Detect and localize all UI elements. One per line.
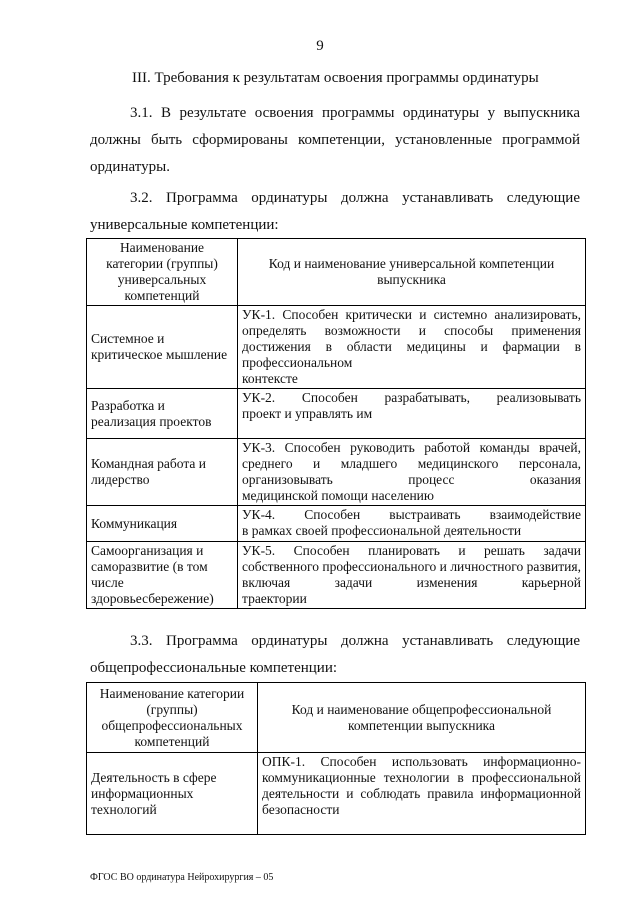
table-row (87, 753, 586, 835)
competence-tail: безопасности (262, 802, 340, 817)
category-cell: Самоорганизация и саморазвитие (в том числе здоровьесбережение) (87, 542, 238, 609)
competence-cell (258, 753, 586, 835)
header-category: Наименование категории (группы) универсальных компетенций (87, 239, 238, 306)
table-row (87, 306, 586, 389)
header-category: Наименование категории (группы) общепрофессиональных компетенций (87, 683, 258, 753)
competence-tail: проект и управлять им (242, 406, 373, 421)
category-cell: Деятельность в сфере информационных технологий (87, 753, 258, 835)
universal-competencies-table (86, 238, 586, 609)
paragraph-3-1 (90, 100, 580, 181)
competence-text: ОПК-1. Способен использовать информационно-коммуникационные технологии в профессиональной деятельности и соблюдать правила информационной (262, 754, 581, 801)
competence-cell (238, 439, 586, 506)
header-competence: Код и наименование универсальной компетенции выпускника (238, 239, 586, 306)
table-row (87, 542, 586, 609)
competence-tail: медицинской помощи населению (242, 488, 434, 503)
paragraph-3-2 (90, 185, 580, 239)
paragraph-3-1-text: 3.1. В результате освоения программы ординатуры у выпускника должны быть сформированы компетенции, установленные программой ординатуры. (90, 105, 580, 175)
category-cell: Коммуникация (87, 506, 238, 542)
competence-text: УК-1. Способен критически и системно анализировать, определять возможности и способы применения достижения в области медицины и фармации в профессиональном (242, 307, 581, 370)
section-heading: III. Требования к результатам освоения программы ординатуры (132, 70, 539, 86)
table-header-row (87, 239, 586, 306)
category-cell: Командная работа и лидерство (87, 439, 238, 506)
header-competence: Код и наименование общепрофессиональной компетенции выпускника (258, 683, 586, 753)
competence-cell (238, 542, 586, 609)
table-row (87, 506, 586, 542)
competence-tail: траектории (242, 591, 307, 606)
competence-cell (238, 389, 586, 439)
competence-cell (238, 506, 586, 542)
competence-text: УК-5. Способен планировать и решать задачи собственного профессионального и личностного развития, включая задачи изменения карьерной (242, 543, 581, 590)
competence-cell (238, 306, 586, 389)
competence-text: УК-4. Способен выстраивать взаимодействие (242, 507, 581, 522)
footer: ФГОС ВО ординатура Нейрохирургия – 05 (90, 872, 274, 883)
competence-tail: контексте (242, 371, 298, 386)
general-professional-competencies-table (86, 682, 586, 835)
page-number: 9 (316, 38, 324, 54)
competence-text: УК-2. Способен разрабатывать, реализовывать (242, 390, 581, 405)
table-row (87, 389, 586, 439)
competence-tail: в рамках своей профессиональной деятельности (242, 523, 522, 538)
table-header-row (87, 683, 586, 753)
category-cell: Системное и критическое мышление (87, 306, 238, 389)
competence-text: УК-3. Способен руководить работой команды врачей, среднего и младшего медицинского персонала, организовывать процесс оказания (242, 440, 581, 487)
paragraph-3-3-text: 3.3. Программа ординатуры должна устанавливать следующие общепрофессиональные компетенции: (90, 633, 580, 676)
table-row (87, 439, 586, 506)
category-cell: Разработка и реализация проектов (87, 389, 238, 439)
paragraph-3-3 (90, 628, 580, 682)
paragraph-3-2-text: 3.2. Программа ординатуры должна устанавливать следующие универсальные компетенции: (90, 190, 580, 233)
